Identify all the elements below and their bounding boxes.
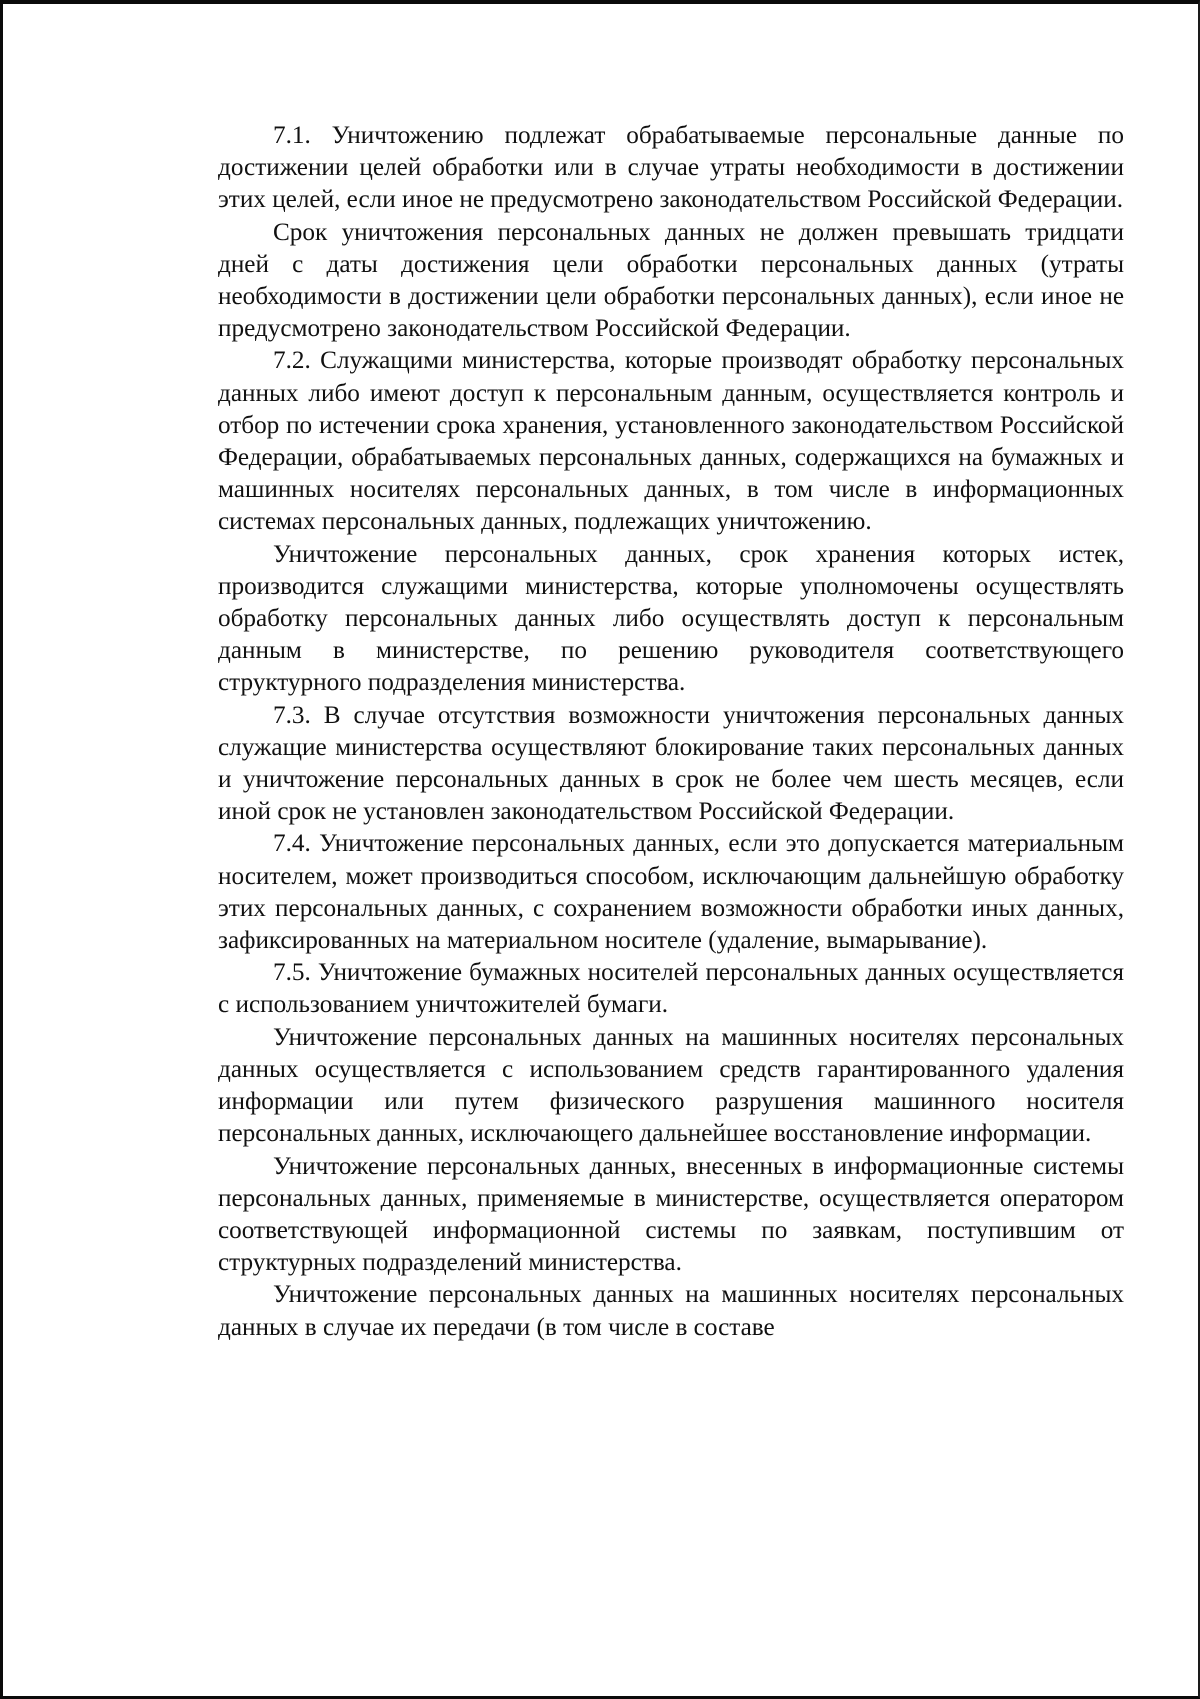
paragraph-expired-data: Уничтожение персональных данных, срок хранения которых истек, производится служащими министерства, которые уполномочены осуществлять обработку персональных данных либо осуществлять доступ к персональным данным в министерстве, по решению руководителя соответствующего структурного подразделения министерства.: [218, 540, 1124, 697]
document-body: [218, 120, 1124, 1344]
paragraph-7-5: 7.5. Уничтожение бумажных носителей персональных данных осуществляется с использованием уничтожителей бумаги.: [218, 959, 1124, 1019]
paragraph-7-3: 7.3. В случае отсутствия возможности уничтожения персональных данных служащие министерства осуществляют блокирование таких персональных данных и уничтожение персональных данных в срок не более чем шесть месяцев, если иной срок не установлен законодательством Российской Федерации.: [218, 701, 1124, 826]
paragraph-information-systems: Уничтожение персональных данных, внесенных в информационные системы персональных данных, применяемые в министерстве, осуществляется оператором соответствующей информационной системы по заявкам, поступившим от структурных подразделений министерства.: [218, 1152, 1124, 1277]
paragraph-media-transfer: Уничтожение персональных данных на машинных носителях персональных данных в случае их передачи (в том числе в составе: [218, 1281, 1124, 1341]
paragraph-7-4: 7.4. Уничтожение персональных данных, если это допускается материальным носителем, может производиться способом, исключающим дальнейшую обработку этих персональных данных, с сохранением возможности обработки иных данных, зафиксированных на материальном носителе (удаление, вымарывание).: [218, 830, 1124, 955]
paragraph-7-1: 7.1. Уничтожению подлежат обрабатываемые персональные данные по достижении целей обработки или в случае утраты необходимости в достижении этих целей, если иное не предусмотрено законодательством Российской Федерации.: [218, 122, 1124, 214]
paragraph-machine-media: Уничтожение персональных данных на машинных носителях персональных данных осуществляется с использованием средств гарантированного удаления информации или путем физического разрушения машинного носителя персональных данных, исключающего дальнейшее восстановление информации.: [218, 1023, 1124, 1148]
paragraph-destruction-term: Срок уничтожения персональных данных не должен превышать тридцати дней с даты достижения цели обработки персональных данных (утраты необходимости в достижении цели обработки персональных данных), если иное не предусмотрено законодательством Российской Федерации.: [218, 218, 1124, 343]
paragraph-7-2: 7.2. Служащими министерства, которые производят обработку персональных данных либо имеют доступ к персональным данным, осуществляется контроль и отбор по истечении срока хранения, установленного законодательством Российской Федерации, обрабатываемых персональных данных, содержащихся на бумажных и машинных носителях персональных данных, в том числе в информационных системах персональных данных, подлежащих уничтожению.: [218, 347, 1124, 536]
